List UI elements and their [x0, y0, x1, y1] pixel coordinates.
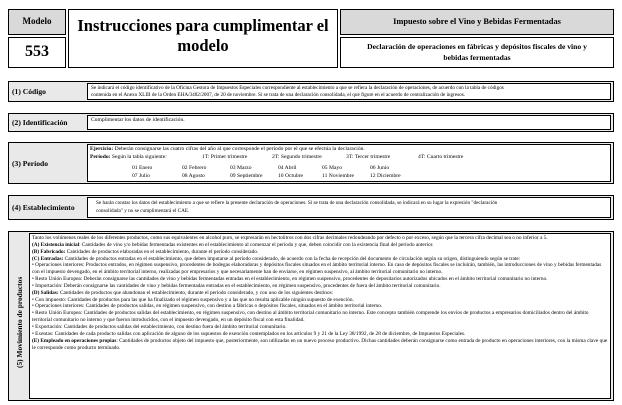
establecimiento-text-box: [87, 197, 611, 218]
movimiento-paragraph: [32, 290, 608, 297]
ejercicio-label: Ejercicio:: [90, 146, 114, 152]
month-10: 10 Octubre: [278, 173, 304, 179]
movimiento-paragraph-heading: (B) Fabricado:: [32, 248, 66, 255]
model-label: Modelo: [22, 16, 52, 26]
title-box: [68, 9, 338, 68]
movimiento-paragraph-text: • Con impuesto: Cantidades de productos para las que ha finalizado el régimen suspensivo y a las que no resulta aplicable ningún supuesto de exención.: [32, 296, 354, 303]
month-09: 09 Septiembre: [230, 173, 263, 179]
ejercicio-row: [90, 146, 365, 153]
movimiento-paragraph-text: Cantidades de productos que abandonan el establecimiento, durante el período considerado, y con uno de los siguientes destinos:: [58, 289, 334, 296]
month-12: 12 Diciembre: [370, 173, 401, 179]
month-06: 06 Junio: [370, 165, 390, 171]
month-03: 03 Marzo: [230, 165, 252, 171]
section-periodo-label: (3) Período: [12, 159, 49, 168]
movimiento-paragraph-heading: (D) Salidas:: [32, 289, 59, 296]
movimiento-paragraph: [32, 338, 608, 352]
model-label-box: [8, 9, 66, 35]
movimiento-paragraph-text: • Importación: Deberán consignarse las cantidades de vino y bebidas fermentadas entradas en el establecimiento, en régimen suspensivo, procedentes de fuera del ámbito territorial comunitario.: [32, 282, 441, 289]
page-title-line2: modelo: [177, 36, 229, 55]
codigo-text-line1: Se indicará el código identificativo de la Oficina Gestora de Impuestos Especiales correspondiente al establecimiento a que se refiera la declaración de operaciones, de acuerdo con la tabla de códigos: [91, 85, 504, 91]
quarter-4: 4T: Cuarto trimestre: [418, 154, 464, 160]
section-identificacion-label: (2) Identificación: [12, 118, 68, 127]
movimiento-paragraph-text: Cantidades de productos elaboradas en el establecimiento, durante el período considerado.: [65, 248, 259, 255]
establecimiento-text-line1: Se harán constar los datos del establecimiento a que se refiere la presente declaración de operaciones. Si se trata de una declaración consolidada, se indicará en su lugar la expresión "declaración: [96, 200, 498, 206]
quarter-2: 2T: Segundo trimestre: [272, 154, 322, 160]
movimiento-paragraph: [32, 249, 608, 256]
movimiento-paragraph: [32, 324, 608, 331]
subtitle-line1: Declaración de operaciones en fábricas y depósitos fiscales de vino y: [367, 42, 587, 51]
movimiento-paragraph-heading: (A) Existencia inicial: [32, 241, 80, 248]
quarter-1: 1T: Primer trimestre: [202, 154, 248, 160]
month-01: 01 Enero: [132, 165, 153, 171]
page-title-line1: Instrucciones para cumplimentar el: [77, 16, 329, 35]
subtitle-box: [340, 37, 614, 68]
model-number: 553: [25, 43, 49, 60]
section-establecimiento: [8, 195, 614, 220]
movimiento-paragraph: [32, 303, 608, 310]
tax-name-box: [340, 9, 614, 35]
subtitle-line2: bebidas fermentadas: [443, 53, 511, 62]
movimiento-paragraphs: [32, 235, 608, 351]
identificacion-text: Cumplimentar los datos de identificación.: [91, 117, 185, 123]
periodo-label: Período:: [90, 154, 111, 160]
section-codigo-label: (1) Código: [12, 87, 46, 96]
month-05: 05 Mayo: [322, 165, 343, 171]
codigo-text-box: [87, 83, 611, 100]
month-02: 02 Febrero: [182, 165, 207, 171]
movimiento-paragraph-text: • Operaciones interiores: Cantidades de productos salidas, en régimen suspensivo, con destino a fábricas o depósitos fiscales, situados en el ámbito territorial interno.: [32, 303, 383, 310]
month-11: 11 Noviembre: [322, 173, 354, 179]
month-04: 04 Abril: [278, 165, 297, 171]
periodo-row: [90, 154, 167, 161]
movimiento-paragraph: [32, 235, 608, 242]
tax-name: Impuesto sobre el Vino y Bebidas Fermentadas: [393, 17, 561, 26]
month-08: 08 Agosto: [182, 173, 205, 179]
movimiento-paragraph: [32, 276, 608, 283]
movimiento-paragraph-heading: (E) Empleado en operaciones propias: [32, 337, 117, 344]
movimiento-paragraph-text: • Operaciones interiores: Productos entrados, en régimen suspensivo, procedentes de bodegas elaboradoras y depósitos fiscales situados en el ámbito territorial interno. En caso de depósitos fiscales se incluirán, también, las introducciones de vino y bebidas fermentadas con el impuesto devengado, en el ámbito territorial interno, realizadas por empresarios y que necesariamente han de enviarse, en régimen suspensivo, al ámbito territorial comunitario no interno.: [32, 262, 602, 276]
identificacion-text-box: [87, 115, 611, 130]
movimiento-paragraph: [32, 310, 608, 324]
movimiento-paragraph-text: : Cantidades de vino y/o bebidas fermentadas existentes en el establecimiento al comenzar el período y que, deben coincidir con la existencia final del período anterior.: [79, 241, 434, 248]
model-number-box: [8, 37, 66, 68]
section-movimiento-label: (5) Movimiento de productos: [15, 276, 24, 368]
codigo-text-line2: contenida en el Anexo XLIII de la Orden EHA/3482/2007, de 20 de noviembre. Si se trata de una declaración consolidada, el que figure en el acuerdo de centralización de ingresos.: [91, 92, 466, 98]
periodo-text-box: [87, 144, 611, 182]
movimiento-paragraph-text: • Resto Unión Europea: Deberán consignarse las cantidades de vino y bebidas fermentadas entradas en el establecimiento, en régimen suspensivo, procedentes de depositarios autorizados ubicados en el ámbito territorial comunitario no interno.: [32, 276, 548, 283]
section-establecimiento-label: (4) Establecimiento: [12, 203, 75, 212]
movimiento-paragraph-text: • Exportación: Cantidades de productos salidas del establecimiento, con destino fuera del ámbito territorial comunitario.: [32, 323, 287, 330]
quarter-3: 3T: Tercer trimestre: [346, 154, 391, 160]
movimiento-paragraph: [32, 262, 608, 276]
movimiento-paragraph: [32, 283, 608, 290]
movimiento-paragraph-text: : Cantidades de productos objeto del impuesto que, posteriormente, son utilizadas en un nuevo proceso productivo. Dichas cantidades deberán consignarse como entrada de producto en operaciones interiores, con la misma clave que le corresponde como producto terminado.: [32, 337, 608, 351]
movimiento-paragraph-text: • Resto Unión Europea: Cantidades de productos salidas del establecimiento, en régimen suspensivo, con destino al ámbito territorial comunitario no interno. Este concepto también comprende los envíos de productos a empresarios domiciliados dentro del ámbito territorial comunitario no interno y que fueron introducidos, con el impuesto devengado, en un depósito fiscal con esta finalidad.: [32, 310, 589, 324]
movimiento-paragraph-heading: (C) Entradas:: [32, 255, 64, 262]
section-identificacion: [8, 113, 614, 132]
movimiento-paragraph-text: Cantidades de productos entradas en el establecimiento, que deben imputarse al período considerado, de acuerdo con la fecha de recepción del documento de circulación según su origen, distinguiendo según se trate:: [63, 255, 521, 262]
establecimiento-text-line2: consolidada" y no se cumplimentará el CAE.: [96, 208, 190, 214]
section-codigo: [8, 81, 614, 102]
month-07: 07 Julio: [132, 173, 150, 179]
movimiento-paragraph: [32, 331, 608, 338]
movimiento-text-box: [29, 233, 611, 399]
section-movimiento: [8, 231, 614, 401]
ejercicio-text: Deberán consignarse las cuatro cifras del año al que corresponde el período por el que se efectúa la declaración.: [114, 146, 365, 152]
movimiento-paragraph-text: • Exentas: Cantidades de cada producto salidas con aplicación de alguno de los supuestos de exención contemplados en los artículos 9 y 21 de la Ley 38/1992, de 28 de diciembre, de Impuestos Especiales.: [32, 330, 466, 337]
movimiento-paragraph-text: Tanto los volúmenes reales de los diferentes productos, como sus equivalentes en alcohol puro, se expresarán en hectolitros con dos cifras decimales redondeando por defecto o por exceso, según que la tercera cifra decimal sea o no inferior a 5.: [32, 235, 548, 241]
movimiento-paragraph: [32, 242, 608, 249]
periodo-text: Según la tabla siguiente:: [111, 154, 167, 160]
section-periodo: [8, 142, 614, 184]
